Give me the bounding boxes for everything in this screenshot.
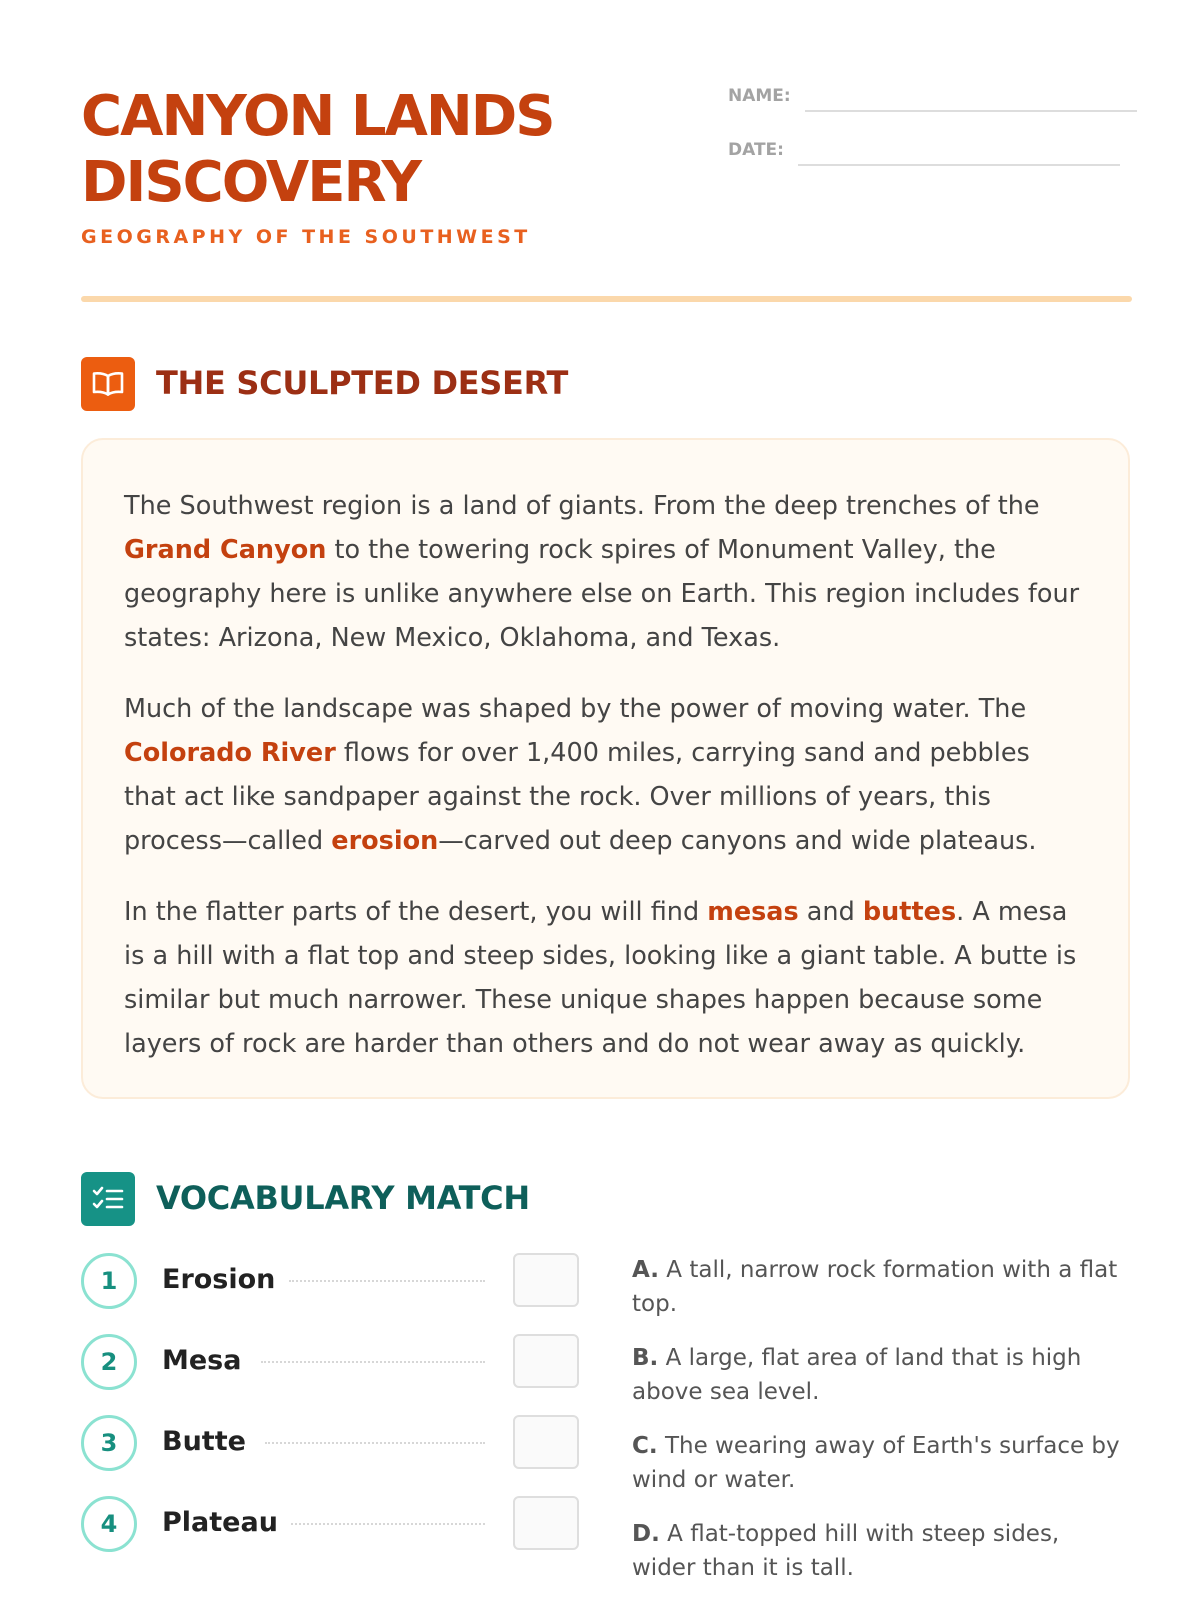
definition-text: The wearing away of Earth's surface by wind or water. <box>632 1433 1120 1493</box>
worksheet-subtitle: GEOGRAPHY OF THE SOUTHWEST <box>81 226 531 248</box>
vocab-leader-line <box>289 1280 485 1282</box>
vocab-leader-line <box>291 1523 485 1525</box>
answer-box-3[interactable] <box>513 1415 579 1469</box>
vocab-term: Mesa <box>162 1345 242 1376</box>
definition-letter: C. <box>632 1433 658 1459</box>
vocab-number: 3 <box>81 1415 137 1471</box>
vocab-heading: VOCABULARY MATCH <box>156 1179 530 1217</box>
reading-paragraph-1: The Southwest region is a land of giants. From the deep trenches of the Grand Canyon to the towering rock spires of Monument Valley, the geography here is unlike anywhere else on Earth. This region includes four states: Arizona, New Mexico, Oklahoma, and Texas. <box>124 491 1080 653</box>
worksheet-title: CANYON LANDS DISCOVERY <box>81 84 554 215</box>
reading-passage <box>81 438 1130 1099</box>
vocab-row-2 <box>81 1334 601 1388</box>
keyword-mesas: mesas <box>707 897 799 927</box>
date-label: DATE: <box>728 140 784 160</box>
vocab-term: Butte <box>162 1426 246 1457</box>
keyword-grand-canyon: Grand Canyon <box>124 535 327 565</box>
vocab-term: Erosion <box>162 1264 276 1295</box>
name-input-line[interactable] <box>805 110 1137 112</box>
definition-b <box>632 1341 1127 1409</box>
keyword-erosion: erosion <box>331 826 439 856</box>
vocab-number: 2 <box>81 1334 137 1390</box>
answer-box-2[interactable] <box>513 1334 579 1388</box>
definition-letter: A. <box>632 1257 659 1283</box>
reading-paragraph-3: In the flatter parts of the desert, you will find mesas and buttes. A mesa is a hill with a flat top and steep sides, looking like a giant table. A butte is similar but much narrower. These unique shapes happen because some layers of rock are harder than others and do not wear away as quickly. <box>124 897 1077 1059</box>
vocab-row-3 <box>81 1415 601 1469</box>
definition-c <box>632 1429 1127 1497</box>
definition-text: A tall, narrow rock formation with a flat top. <box>632 1257 1118 1317</box>
name-field <box>728 84 1137 114</box>
date-field <box>728 138 1120 168</box>
definition-a <box>632 1253 1127 1321</box>
reading-paragraph-2: Much of the landscape was shaped by the power of moving water. The Colorado River flows for over 1,400 miles, carrying sand and pebbles that act like sandpaper against the rock. Over millions of years, this process—called erosion—carved out deep canyons and wide plateaus. <box>124 694 1037 856</box>
name-label: NAME: <box>728 86 791 106</box>
definition-d <box>632 1517 1127 1585</box>
vocab-row-1 <box>81 1253 601 1307</box>
date-input-line[interactable] <box>798 164 1120 166</box>
book-open-icon <box>81 357 135 411</box>
answer-box-4[interactable] <box>513 1496 579 1550</box>
reading-heading: THE SCULPTED DESERT <box>156 364 569 402</box>
answer-box-1[interactable] <box>513 1253 579 1307</box>
vocab-number: 1 <box>81 1253 137 1309</box>
definition-letter: B. <box>632 1345 659 1371</box>
checklist-icon <box>81 1172 135 1226</box>
vocab-number: 4 <box>81 1496 137 1552</box>
definition-text: A large, flat area of land that is high above sea level. <box>632 1345 1082 1405</box>
definition-letter: D. <box>632 1521 660 1547</box>
vocab-leader-line <box>261 1361 485 1363</box>
vocab-term: Plateau <box>162 1507 278 1538</box>
vocab-leader-line <box>265 1442 485 1444</box>
keyword-buttes: buttes <box>862 897 957 927</box>
header-divider <box>81 296 1132 302</box>
vocab-row-4 <box>81 1496 601 1550</box>
keyword-colorado-river: Colorado River <box>124 738 336 768</box>
definition-text: A flat-topped hill with steep sides, wider than it is tall. <box>632 1521 1060 1581</box>
